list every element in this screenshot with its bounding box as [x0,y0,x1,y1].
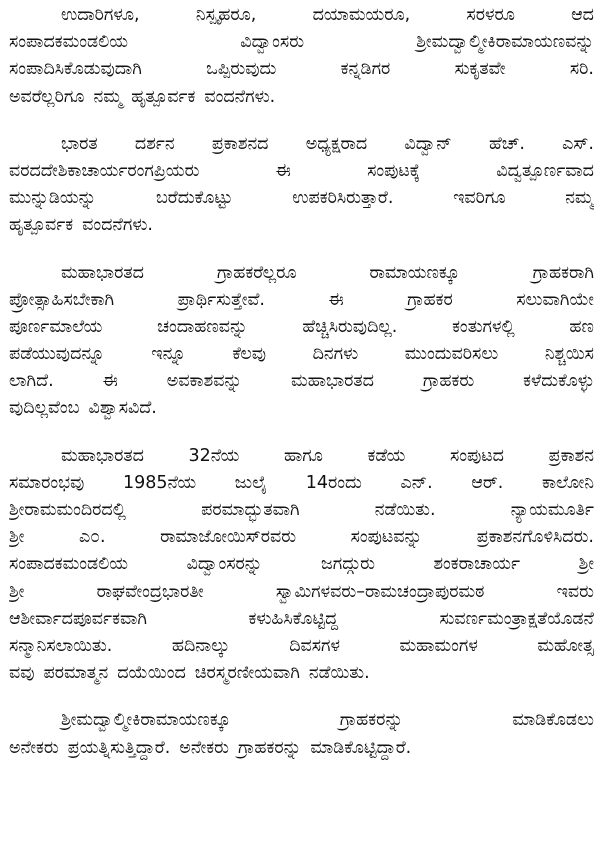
word: ಸಂಪಾದಕಮಂಡಲಿಯ [9,32,129,53]
word: ನಮ್ಮ [565,188,594,209]
word: ಭಾರತ [61,133,98,154]
text-line [9,2,594,29]
word: ಹಾಗೂ [283,445,323,466]
word: ಈ [328,289,344,310]
word: ಶ್ರೀ [9,581,25,602]
word: ಸಂಪಾದಕಮಂಡಲಿಯ [9,554,129,575]
word: ದಿವಸಗಳ [289,635,341,656]
word: ಮಹಾಭಾರತದ [61,445,144,466]
word: ಎಸ್. [562,133,594,154]
word: ಸ್ವಾಮಿಗಳವರು–ರಾಮಚಂದ್ರಾಪುರಮಠ [275,581,485,602]
word: ಸನ್ಮಾನಿಸಲಾಯಿತು. [9,635,113,656]
text-line [9,84,594,111]
word: ದರ್ಶನ [134,133,175,154]
word: 1985ನೆಯ [122,472,197,493]
word: ಉಪಕರಿಸಿರುತ್ತಾರೆ. [292,188,394,209]
word: ಶಂಕರಾಚಾರ್ಯ [433,554,521,575]
word: ಜಗದ್ಗುರು [321,554,375,575]
word: 14ರಂದು [305,472,362,493]
word: ಗ್ರಾಹಕರೆಲ್ಲರೂ [216,262,297,283]
text-line [9,56,594,83]
paragraph [9,2,594,111]
word: ಮುನ್ನುಡಿಯನ್ನು [9,188,97,209]
word: ಪ್ರಯತ್ನಿಸುತ್ತಿದ್ದಾರೆ. [67,737,171,758]
paragraph [9,260,594,423]
text-line [9,395,594,422]
word: ಪ್ರಾರ್ಥಿಸುತ್ತೇವೆ. [177,289,265,310]
text-line [9,287,594,314]
word: ವರದದೇಶಿಕಾಚಾರ್ಯರಂಗಪ್ರಿಯರು [9,160,200,181]
word: ನಡೆಯಿತು. [374,500,436,520]
word: ರಾಮಾಯಣಕ್ಕೂ [369,262,460,283]
word: ಸಂಪುಟದ [449,445,504,466]
word: ಗ್ರಾಹಕರು [422,371,475,392]
word: ಕಳೆದುಕೊಳ್ಳು [523,371,594,392]
word: ವಿದ್ವಾಂಸರು [240,32,305,53]
word: ಬರೆದುಕೊಟ್ಟು [155,188,233,209]
word: ಅನೇಕರು [9,737,59,758]
word: ಚಿರಸ್ಮರಣೀಯವಾಗಿ [194,663,300,684]
word: ಒಪ್ಪಿರುವುದು [206,59,277,80]
word: ಸಮಾರಂಭವು [9,472,85,493]
word: ಹಣ [569,316,594,337]
text-line [9,443,594,470]
word: ಸಲುವಾಗಿಯೇ [516,289,594,310]
word: ಪ್ರಕಾಶನ [548,445,594,466]
word: ವಿದ್ವತ್ಪೂರ್ಣವಾದ [496,160,594,181]
word: ಸುವರ್ಣಮಂತ್ರಾಕ್ಷತೆಯೊಡನೆ [439,608,594,629]
word: ಗ್ರಾಹಕರನ್ನು [238,737,302,758]
word: ಕೆಲವು [232,344,267,365]
word: ಇನ್ನೂ [151,344,186,365]
word: ನ್ಯಾಯಮೂರ್ತಿ [510,500,594,520]
word: ರಾಮಾಜೋಯಿಸ್‌ರವರು [160,527,297,548]
word: ಪರಮಾದ್ಭುತವಾಗಿ [201,500,300,520]
text-line [9,131,594,158]
word: ಸಂಪಾದಿಸಿಕೊಡುವುದಾಗಿ [9,59,142,80]
text-line [9,314,594,341]
word: ಆದ [571,5,594,25]
word: ಮಹಾಭಾರತದ [291,371,374,392]
text-line [9,579,594,606]
text-line [9,735,594,762]
word: ಶ್ರೀರಾಮಮಂದಿರದಲ್ಲಿ [9,500,126,520]
word: ಎ೦. [78,527,106,548]
word: ಈ [275,160,291,181]
word: ಉದಾರಿಗಳೂ, [61,5,140,25]
word: ದಯಾಮಯರೂ, [312,5,411,25]
text-line [9,341,594,368]
word: ನಿಶ್ಚಯಿಸ [544,344,594,365]
word: ಶ್ರೀಮದ್ವಾಲ್ಮೀಕಿರಾಮಾಯಣಕ್ಕೂ [61,710,231,731]
word: ಸರಿ. [569,59,594,80]
word: ಅವಕಾಶವನ್ನು [166,371,243,392]
text-line [9,524,594,551]
word: ಪ್ರಕಾಶನಗೊಳಿಸಿದರು. [476,527,594,548]
word: ಆಶೀರ್ವಾದಪೂರ್ವಕವಾಗಿ [9,608,147,629]
text-line [9,158,594,185]
text-line [9,185,594,212]
text-line [9,212,594,239]
paragraph [9,707,594,761]
word: ಮಹಾಭಾರತದ [61,262,144,283]
word: ಮಾಡಿಕೊಟ್ಟಿದ್ದಾರೆ. [310,737,412,758]
word: ಪರಮಾತ್ಮನ [43,663,109,684]
word: ಕಡೆಯ [367,445,406,466]
word: 32ನೆಯ [188,445,240,466]
word: ಅಧ್ಯಕ್ಷರಾದ [305,133,368,154]
paragraph [9,443,594,688]
word: ವವು [9,663,35,684]
word: ಶ್ರೀಮದ್ವಾಲ್ಮೀಕಿರಾಮಾಯಣವನ್ನು [416,32,594,53]
word: ಪ್ರೋತ್ಸಾಹಿಸಬೇಕಾಗಿ [9,289,115,310]
word: ಎನ್. [400,472,433,493]
word: ದಯೆಯಿಂದ [117,663,186,684]
word: ನಿಸ್ಪೃಹರೂ, [195,5,257,25]
word: ಗ್ರಾಹಕರನ್ನು [339,710,404,731]
text-line [9,633,594,660]
word: ವುದಿಲ್ಲವೆಂಬ [9,398,80,419]
word: ಮುಂದುವರಿಸಲು [404,344,499,365]
word: ಹೆಚ್ಚಿಸಿರುವುದಿಲ್ಲ. [302,316,398,337]
word: ವಂದನೆಗಳು. [82,215,153,236]
word: ಗ್ರಾಹಕರಾಗಿ [532,262,594,283]
text-line [9,497,594,524]
word: ಮಹೋತ್ಸ [537,635,594,656]
word: ವಿದ್ವಾನ್ [404,133,452,154]
text-line [9,551,594,578]
text-line [9,29,594,56]
word: ಪೂರ್ಣಮಾಲೆಯ [9,316,103,337]
word: ಇವರಿಗೂ [453,188,506,209]
word: ಹದಿನಾಲ್ಕು [171,635,230,656]
word: ಸುಕೃತವೇ [454,59,506,80]
word: ಕಾಲೋನಿ [541,472,594,493]
text-line [9,368,594,395]
word: ರಾಘವೇಂದ್ರಭಾರತೀ [96,581,204,602]
word: ಪ್ರಕಾಶನದ [211,133,269,154]
text-line [9,660,594,687]
word: ವಿದ್ವಾಂಸರನ್ನು [186,554,263,575]
text-line [9,470,594,497]
word: ಹೃತ್ಪೂರ್ವಕ [131,86,196,107]
word: ಮಾಡಿಕೊಡಲು [512,710,594,731]
word: ಪಡೆಯುವುದನ್ನೂ [9,344,105,365]
paragraph [9,131,594,240]
word: ವಂದನೆಗಳು. [204,86,276,107]
word: ಜುಲೈ [234,472,268,493]
word: ಶ್ರೀ [578,554,594,575]
word: ಕಳುಹಿಸಿಕೊಟ್ಟಿದ್ದ [248,608,339,629]
word: ಈ [102,371,118,392]
text-line [9,260,594,287]
word: ಅನೇಕರು [179,737,229,758]
word: ಸಂಪುಟವನ್ನು [350,527,423,548]
word: ಹೆಚ್. [488,133,525,154]
word: ವಿಶ್ವಾಸವಿದೆ. [88,398,157,419]
word: ಶ್ರೀ [9,527,25,548]
word: ಸಂಪುಟಕ್ಕೆ [367,160,421,181]
word: ಹೃತ್ಪೂರ್ವಕ [9,215,74,236]
word: ಗ್ರಾಹಕರ [407,289,453,310]
word: ಅವರೆಲ್ಲರಿಗೂ [9,86,85,107]
word: ಕನ್ನಡಿಗರ [340,59,391,80]
word: ಕಂತುಗಳಲ್ಲಿ [452,316,515,337]
text-line [9,707,594,734]
word: ಚಂದಾಹಣವನ್ನು [157,316,248,337]
word: ದಿನಗಳು [312,344,359,365]
word: ಮಹಾಮಂಗಳ [399,635,478,656]
word: ಲಾಗಿದೆ. [9,371,54,392]
word: ಸರಳರೂ [466,5,515,25]
word: ನಮ್ಮ [93,86,123,107]
word: ಆರ್. [471,472,504,493]
text-line [9,606,594,633]
word: ಇವರು [556,581,594,602]
word: ನಡೆಯಿತು. [308,663,370,684]
